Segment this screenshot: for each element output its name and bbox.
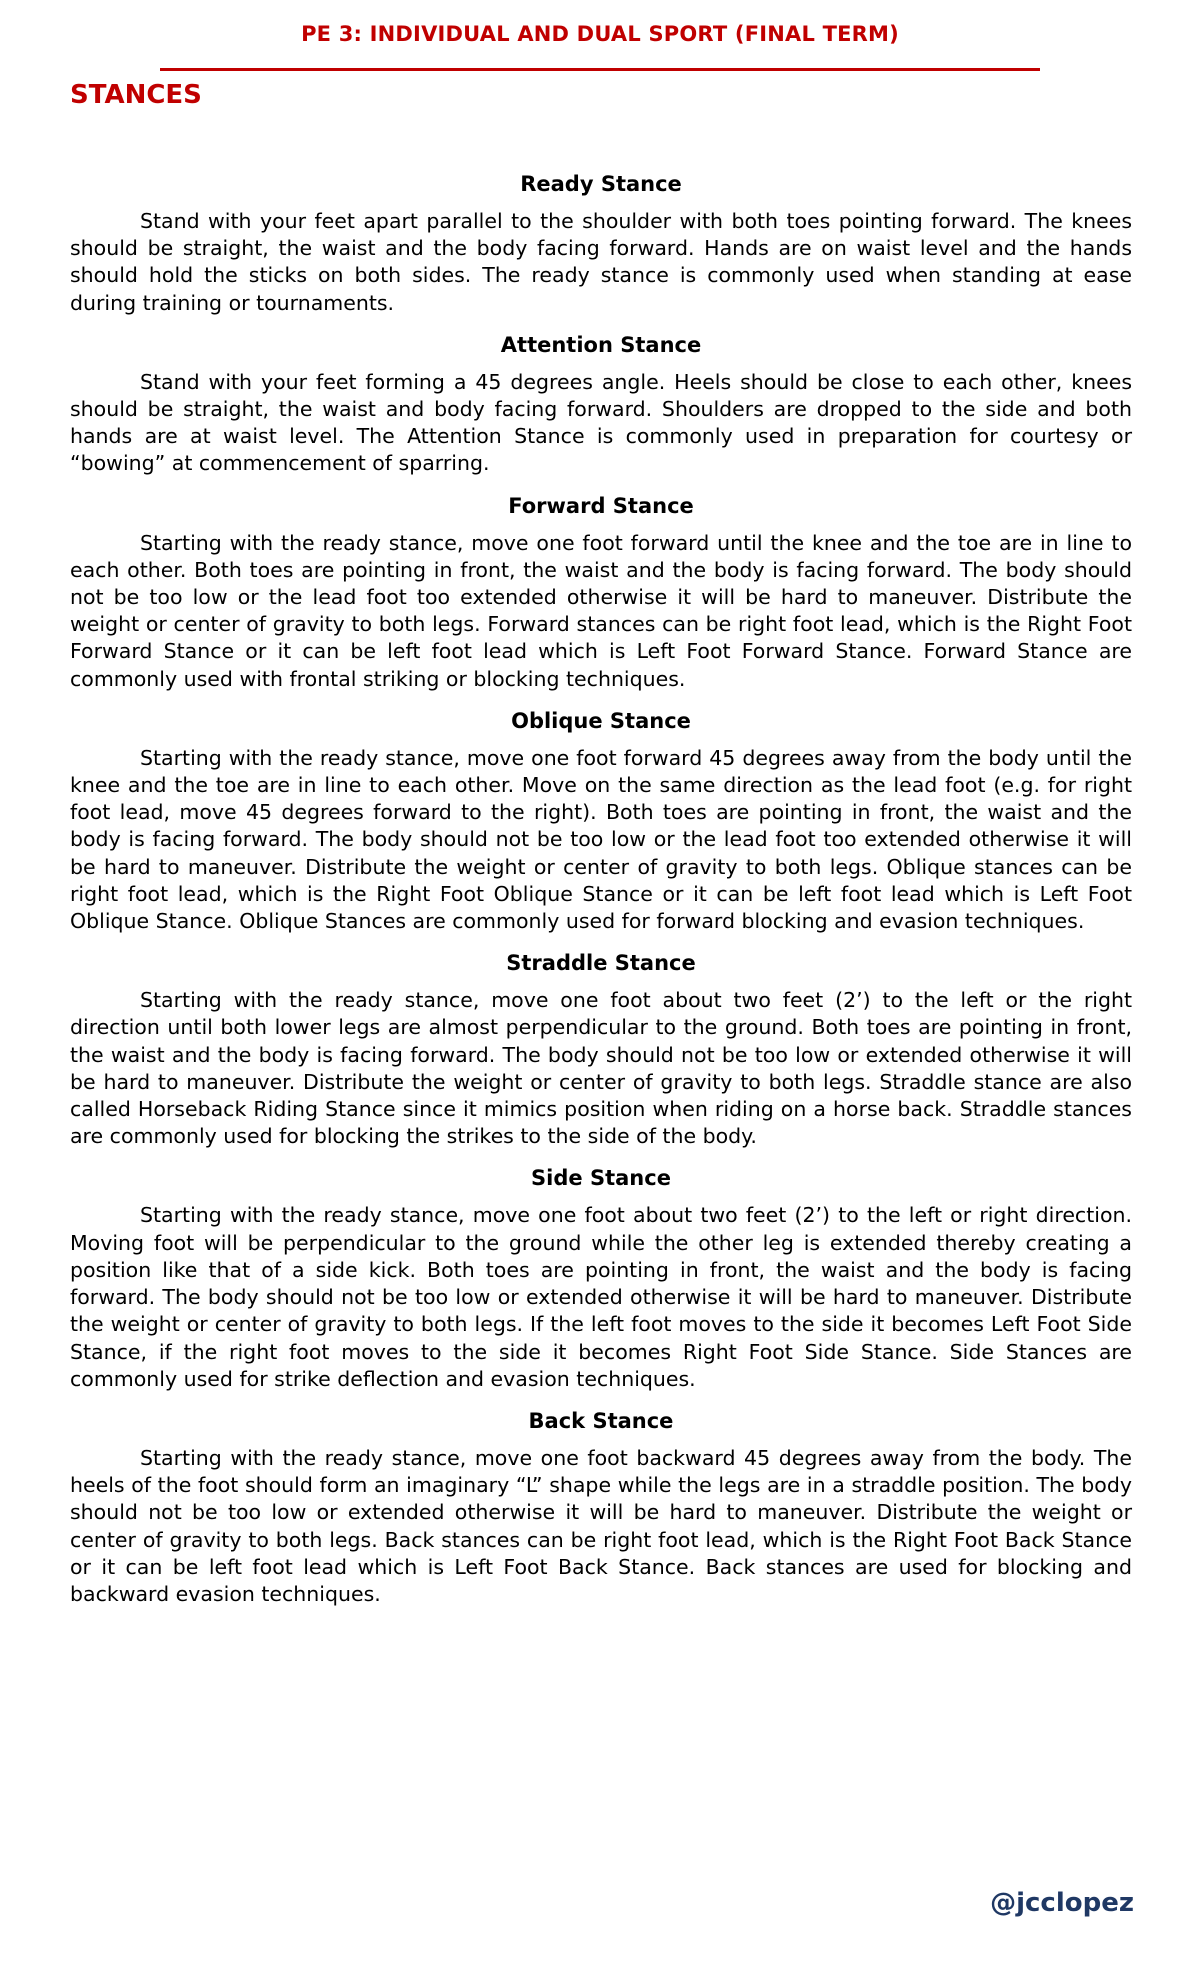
stance-heading: Oblique Stance <box>511 708 691 733</box>
stance-ready <box>70 170 1132 317</box>
stance-description: Stand with your feet forming a 45 degrees angle. Heels should be close to each other, knees should be straight, the waist and body facing forward. Shoulders are dropped to the side and both hands are at waist level. The Attention Stance is commonly used in preparation for courtesy or “bowing” at commencement of sparring. <box>70 369 1132 476</box>
stance-back <box>70 1407 1132 1608</box>
stance-description: Stand with your feet apart parallel to the shoulder with both toes pointing forward. The knees should be straight, the waist and the body facing forward. Hands are on waist level and the hands should hold the sticks on both sides. The ready stance is commonly used when standing at ease during training or tournaments. <box>70 209 1132 315</box>
stance-side <box>70 1164 1132 1392</box>
stance-forward <box>70 492 1132 693</box>
stance-oblique <box>70 707 1132 935</box>
stance-heading: Straddle Stance <box>506 951 696 976</box>
section-title: STANCES <box>70 80 202 110</box>
stances-content <box>70 170 1132 1622</box>
stance-description: Starting with the ready stance, move one foot about two feet (2’) to the left or the right direction until both lower legs are almost perpendicular to the ground. Both toes are pointing in front, the waist and the body is facing forward. The body should not be too low or extended otherwise it will be hard to maneuver. Distribute the weight or center of gravity to both legs. Straddle stance are also called Horseback Riding Stance since it mimics position when riding on a horse back. Straddle stances are commonly used for blocking the strikes to the side of the body. <box>70 988 1132 1149</box>
author-handle: @jcclopez <box>990 1888 1134 1918</box>
stance-heading: Ready Stance <box>520 172 682 196</box>
stance-description: Starting with the ready stance, move one foot forward 45 degrees away from the body until the knee and the toe are in line to each other. Move on the same direction as the lead foot (e.g. for right foot lead, move 45 degrees forward to the right). Both toes are pointing in front, the waist and the body is facing forward. The body should not be too low or the lead foot too extended otherwise it will be hard to maneuver. Distribute the weight or center of gravity to both legs. Oblique stances can be right foot lead, which is the Right Foot Oblique Stance or it can be left foot lead which is Left Foot Oblique Stance. Oblique Stances are commonly used for forward blocking and evasion techniques. <box>70 745 1132 934</box>
stance-heading: Forward Stance <box>508 493 694 518</box>
stance-description: Starting with the ready stance, move one foot backward 45 degrees away from the body. The heels of the foot should form an imaginary “L” shape while the legs are in a straddle position. The body should not be too low or extended otherwise it will be hard to maneuver. Distribute the weight or center of gravity to both legs. Back stances can be right foot lead, which is the Right Foot Back Stance or it can be left foot lead which is Left Foot Back Stance. Back stances are used for blocking and backward evasion techniques. <box>70 1445 1132 1606</box>
stance-straddle <box>70 949 1132 1150</box>
stance-description: Starting with the ready stance, move one foot forward until the knee and the toe are in line to each other. Both toes are pointing in front, the waist and the body is facing forward. The body should not be too low or the lead foot too extended otherwise it will be hard to maneuver. Distribute the weight or center of gravity to both legs. Forward stances can be right foot lead, which is the Right Foot Forward Stance or it can be left foot lead which is Left Foot Forward Stance. Forward Stance are commonly used with frontal striking or blocking techniques. <box>70 530 1132 691</box>
header-divider <box>160 68 1040 71</box>
stance-heading: Attention Stance <box>500 332 702 357</box>
stance-heading: Side Stance <box>531 1166 671 1191</box>
document-header-title: PE 3: INDIVIDUAL AND DUAL SPORT (FINAL TERM) <box>301 22 899 46</box>
stance-heading: Back Stance <box>528 1408 674 1433</box>
stance-description: Starting with the ready stance, move one foot about two feet (2’) to the left or right direction. Moving foot will be perpendicular to the ground while the other leg is extended thereby creating a position like that of a side kick. Both toes are pointing in front, the waist and the body is facing forward. The body should not be too low or extended otherwise it will be hard to maneuver. Distribute the weight or center of gravity to both legs. If the left foot moves to the side it becomes Left Foot Side Stance, if the right foot moves to the side it becomes Right Foot Side Stance. Side Stances are commonly used for strike deflection and evasion techniques. <box>70 1203 1132 1391</box>
stance-attention <box>70 331 1132 478</box>
